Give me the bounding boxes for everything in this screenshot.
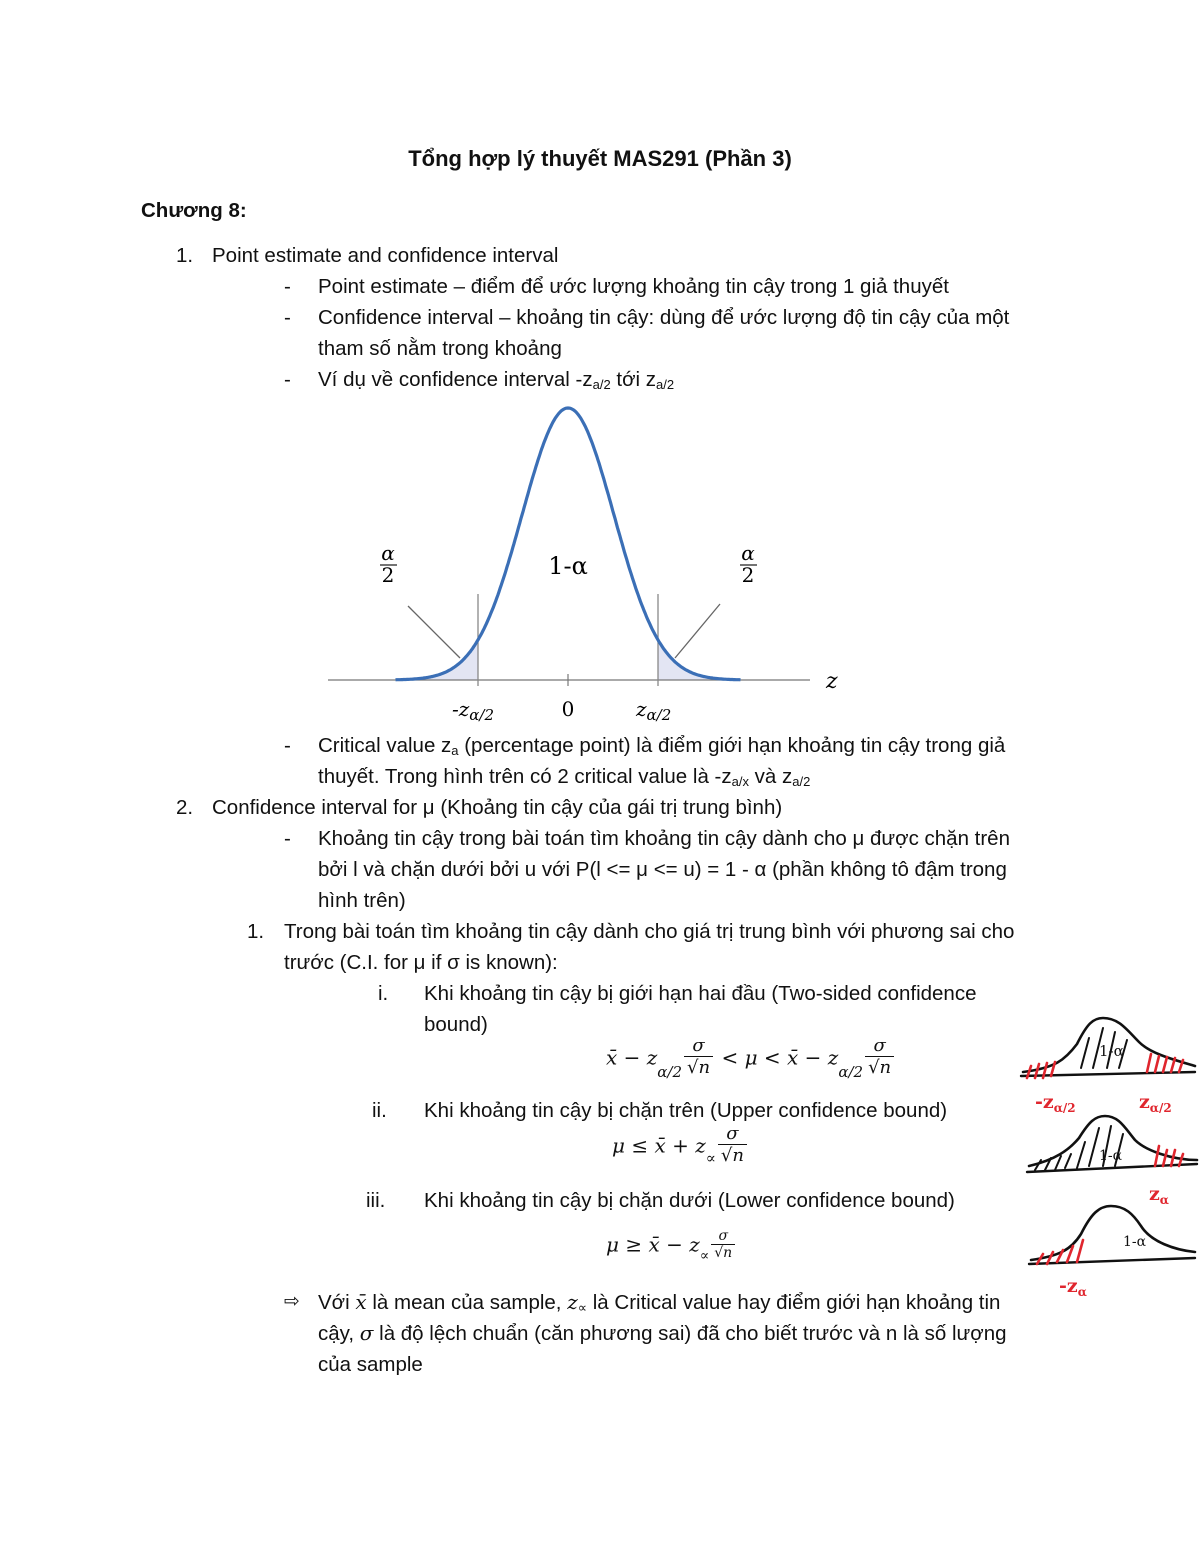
bullet-point-estimate: Point estimate – điểm để ước lượng khoảng tin cậy trong 1 giả thuyết [318, 275, 949, 298]
subsection-1-number: 1. [247, 920, 265, 943]
section-1-number: 1. [176, 244, 194, 267]
item-iii-number: iii. [366, 1189, 386, 1212]
bullet-critical-value-line2: thuyết. Trong hình trên có 2 critical value là $-z_{a/x}$ và $z_{a/2}$ [318, 765, 811, 789]
bullet-ci-mu-line3: hình trên) [318, 889, 406, 912]
conclusion-line2: cậy, σ là độ lệch chuẩn (căn phương sai) đã cho biết trước và n là số lượng [318, 1321, 1007, 1345]
tick-label-center: 0 [561, 697, 575, 721]
sketch-two-sided-left: $-z_{\alpha/2}$ [1035, 1091, 1076, 1115]
handwritten-sketches [1015, 1010, 1200, 1310]
right-tail-alpha: α [741, 541, 755, 565]
section-2-number: 2. [176, 796, 194, 819]
item-ii-text: Khi khoảng tin cậy bị chặn trên (Upper confidence bound) [424, 1099, 948, 1122]
normal-distribution-figure [320, 398, 860, 728]
bell-curve [396, 408, 741, 680]
tick-label-right: $z_{\alpha/2}$ [636, 697, 672, 724]
bullet-ci-mu-line1: Khoảng tin cậy trong bài toán tìm khoảng tin cậy dành cho μ được chặn trên [318, 827, 1010, 850]
bullet-ci-mu-line2: bởi l và chặn dưới bởi u với P(l <= μ <= u) = 1 - α (phần không tô đậm trong [318, 858, 1007, 881]
item-iii-text: Khi khoảng tin cậy bị chặn dưới (Lower confidence bound) [424, 1189, 955, 1212]
sketch-two-sided [1021, 1018, 1195, 1115]
item-ii-number: ii. [372, 1099, 387, 1122]
section-1-heading: Point estimate and confidence interval [212, 244, 559, 267]
left-pointer-line [408, 606, 460, 658]
bullet-confidence-interval-line1: Confidence interval – khoảng tin cậy: dùng để ước lượng độ tin cậy của một [318, 306, 1010, 329]
sketch-two-sided-inside: 1-α [1099, 1042, 1124, 1060]
subsection-1-line1: Trong bài toán tìm khoảng tin cậy dành cho giá trị trung bình với phương sai cho [284, 920, 1015, 943]
chapter-heading: Chương 8: [141, 199, 247, 222]
item-i-line1: Khi khoảng tin cậy bị giới hạn hai đầu (Two-sided confidence [424, 982, 977, 1005]
left-tail-two: 2 [381, 563, 395, 587]
arrow-icon: ⇨ [284, 1291, 300, 1312]
bullet-dash: - [284, 275, 291, 298]
formula-lower-bound: μ ≥ x̄ − $z_\propto$ $\frac{\sigma}{√n}$ [606, 1228, 737, 1264]
bullet-confidence-interval-line2: tham số nằm trong khoảng [318, 337, 562, 360]
section-2-heading: Confidence interval for μ (Khoảng tin cậy của gái trị trung bình) [212, 796, 783, 819]
right-pointer-line [675, 604, 720, 658]
tick-label-left: $-z_{\alpha/2}$ [452, 697, 495, 724]
subsection-1-line2: trước (C.I. for μ if σ is known): [284, 951, 558, 974]
right-tail-two: 2 [741, 563, 755, 587]
bullet-dash: - [284, 734, 291, 757]
center-area-label: 1-α [548, 552, 588, 580]
bullet-dash: - [284, 827, 291, 850]
sketch-lower-label: $-z_\alpha$ [1059, 1275, 1087, 1299]
item-i-line2: bound) [424, 1013, 488, 1036]
axis-label-z: z [826, 669, 838, 694]
conclusion-line1: Với x̄ là mean của sample, $z_\propto$ là Critical value hay điểm giới hạn khoảng tin [318, 1290, 1001, 1315]
bullet-example: Ví dụ về confidence interval $-z_{a/2}$ tới $z_{a/2}$ [318, 368, 675, 392]
sketch-upper-label: $z_\alpha$ [1149, 1183, 1170, 1207]
bullet-dash: - [284, 368, 291, 391]
sketch-lower-bound [1029, 1206, 1195, 1299]
bullet-dash: - [284, 306, 291, 329]
sketch-upper-bound [1027, 1116, 1197, 1207]
page-title: Tổng hợp lý thuyết MAS291 (Phần 3) [408, 146, 792, 171]
left-tail-alpha: α [381, 541, 395, 565]
item-i-number: i. [378, 982, 389, 1005]
bullet-critical-value-line1: Critical value $z_a$ (percentage point) là điểm giới hạn khoảng tin cậy trong giả [318, 734, 1006, 758]
sketch-lower-inside: 1-α [1123, 1234, 1147, 1250]
formula-upper-bound: μ ≤ x̄ + $z_\propto$ $\frac{\sigma}{√n}$ [612, 1124, 749, 1167]
formula-two-sided: x̄ − $z_{\alpha/2}$ $\frac{\sigma}{√n}$ < μ < x̄ − $z_{\alpha/2}$ $\frac{\sigma}{√n}$ [606, 1036, 896, 1081]
conclusion-line3: của sample [318, 1353, 423, 1376]
sketch-two-sided-right: $z_{\alpha/2}$ [1139, 1091, 1172, 1115]
sketch-upper-inside: 1-α [1099, 1148, 1123, 1164]
